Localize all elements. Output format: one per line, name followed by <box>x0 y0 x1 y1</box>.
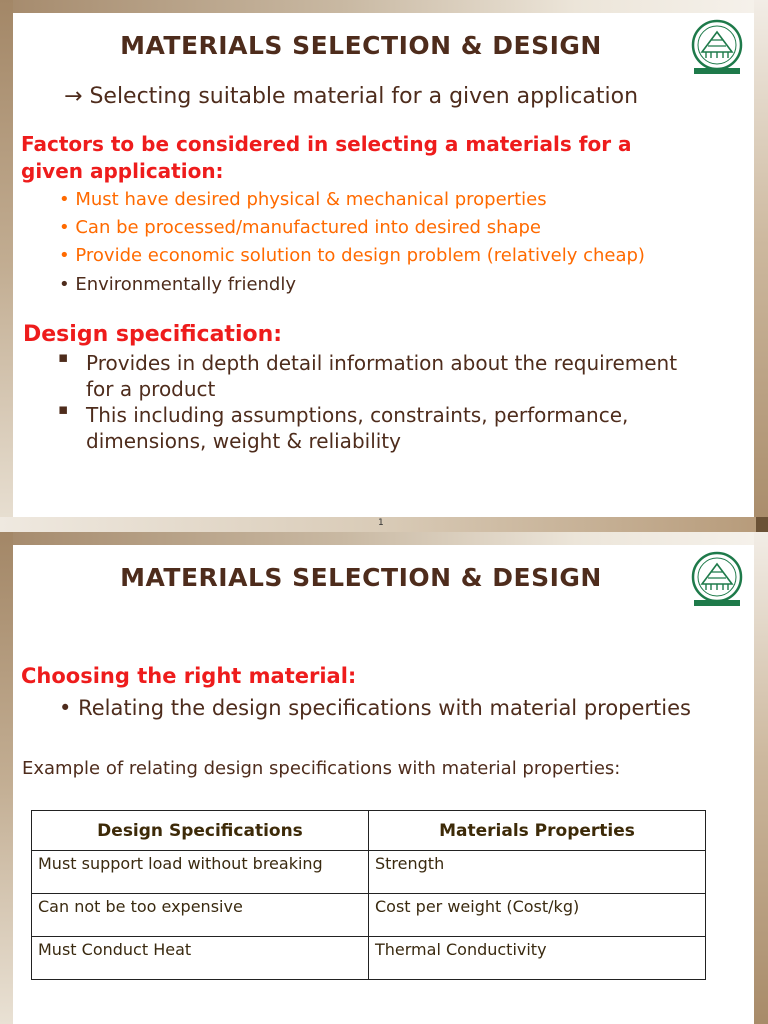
table-cell: Thermal Conductivity <box>369 937 706 980</box>
college-crest-icon <box>688 18 746 76</box>
slide-title: MATERIALS SELECTION & DESIGN <box>120 563 602 592</box>
arrow-right-icon: → <box>64 84 83 109</box>
square-bullet-icon: ▪ <box>58 400 69 418</box>
factor-item-text: Can be processed/manufactured into desired shape <box>75 217 542 238</box>
factor-item-text: Environmentally friendly <box>75 274 296 295</box>
square-bullet-icon: ▪ <box>58 348 69 366</box>
spec-item-line-1: This including assumptions, constraints, performance, <box>86 403 629 427</box>
slide-left-border <box>0 0 13 532</box>
table-cell: Can not be too expensive <box>32 894 369 937</box>
subtitle <box>64 84 638 109</box>
factor-item-text: Must have desired physical & mechanical properties <box>75 189 547 210</box>
bullet-icon: • <box>59 274 70 295</box>
slide-bottom-border <box>0 517 768 532</box>
table-row <box>32 894 706 937</box>
slide-left-border <box>0 532 13 1024</box>
slide-right-border <box>754 0 768 532</box>
subtitle-text: Selecting suitable material for a given application <box>89 84 639 109</box>
college-crest-icon <box>688 550 746 608</box>
factor-item <box>59 245 645 266</box>
factor-item <box>59 217 541 238</box>
spec-item-line-1: Provides in depth detail information about the requirement <box>86 351 678 375</box>
slide-top-border <box>0 532 768 545</box>
table-cell: Cost per weight (Cost/kg) <box>369 894 706 937</box>
choosing-item <box>59 696 691 720</box>
slide-top-border <box>0 0 768 13</box>
bullet-icon: • <box>59 217 70 238</box>
table-cell: Strength <box>369 851 706 894</box>
table-header-cell: Design Specifications <box>32 811 369 851</box>
table-cell: Must support load without breaking <box>32 851 369 894</box>
spec-item-line-2: for a product <box>86 377 216 401</box>
slide-title: MATERIALS SELECTION & DESIGN <box>120 31 602 60</box>
table-row <box>32 937 706 980</box>
factor-item-text: Provide economic solution to design problem (relatively cheap) <box>75 245 645 266</box>
bullet-icon: • <box>59 245 70 266</box>
table-row <box>32 851 706 894</box>
example-text: Example of relating design specifications with material properties: <box>22 758 621 779</box>
spec-item-line-2: dimensions, weight & reliability <box>86 429 401 453</box>
choosing-heading: Choosing the right material: <box>21 664 357 688</box>
page-number: 1 <box>378 518 384 528</box>
design-spec-heading: Design specification: <box>23 322 283 347</box>
factors-heading-line-2: given application: <box>21 159 224 183</box>
factor-item <box>59 189 547 210</box>
factors-heading-line-1: Factors to be considered in selecting a materials for a <box>21 132 632 156</box>
table-cell: Must Conduct Heat <box>32 937 369 980</box>
table-header-row <box>32 811 706 851</box>
choosing-item-text: Relating the design specifications with material properties <box>78 696 691 720</box>
table-header-cell: Materials Properties <box>369 811 706 851</box>
bullet-icon: • <box>59 696 72 720</box>
slide-right-border <box>754 532 768 1024</box>
spec-properties-table <box>31 810 706 980</box>
factor-item <box>59 274 296 295</box>
bullet-icon: • <box>59 189 70 210</box>
